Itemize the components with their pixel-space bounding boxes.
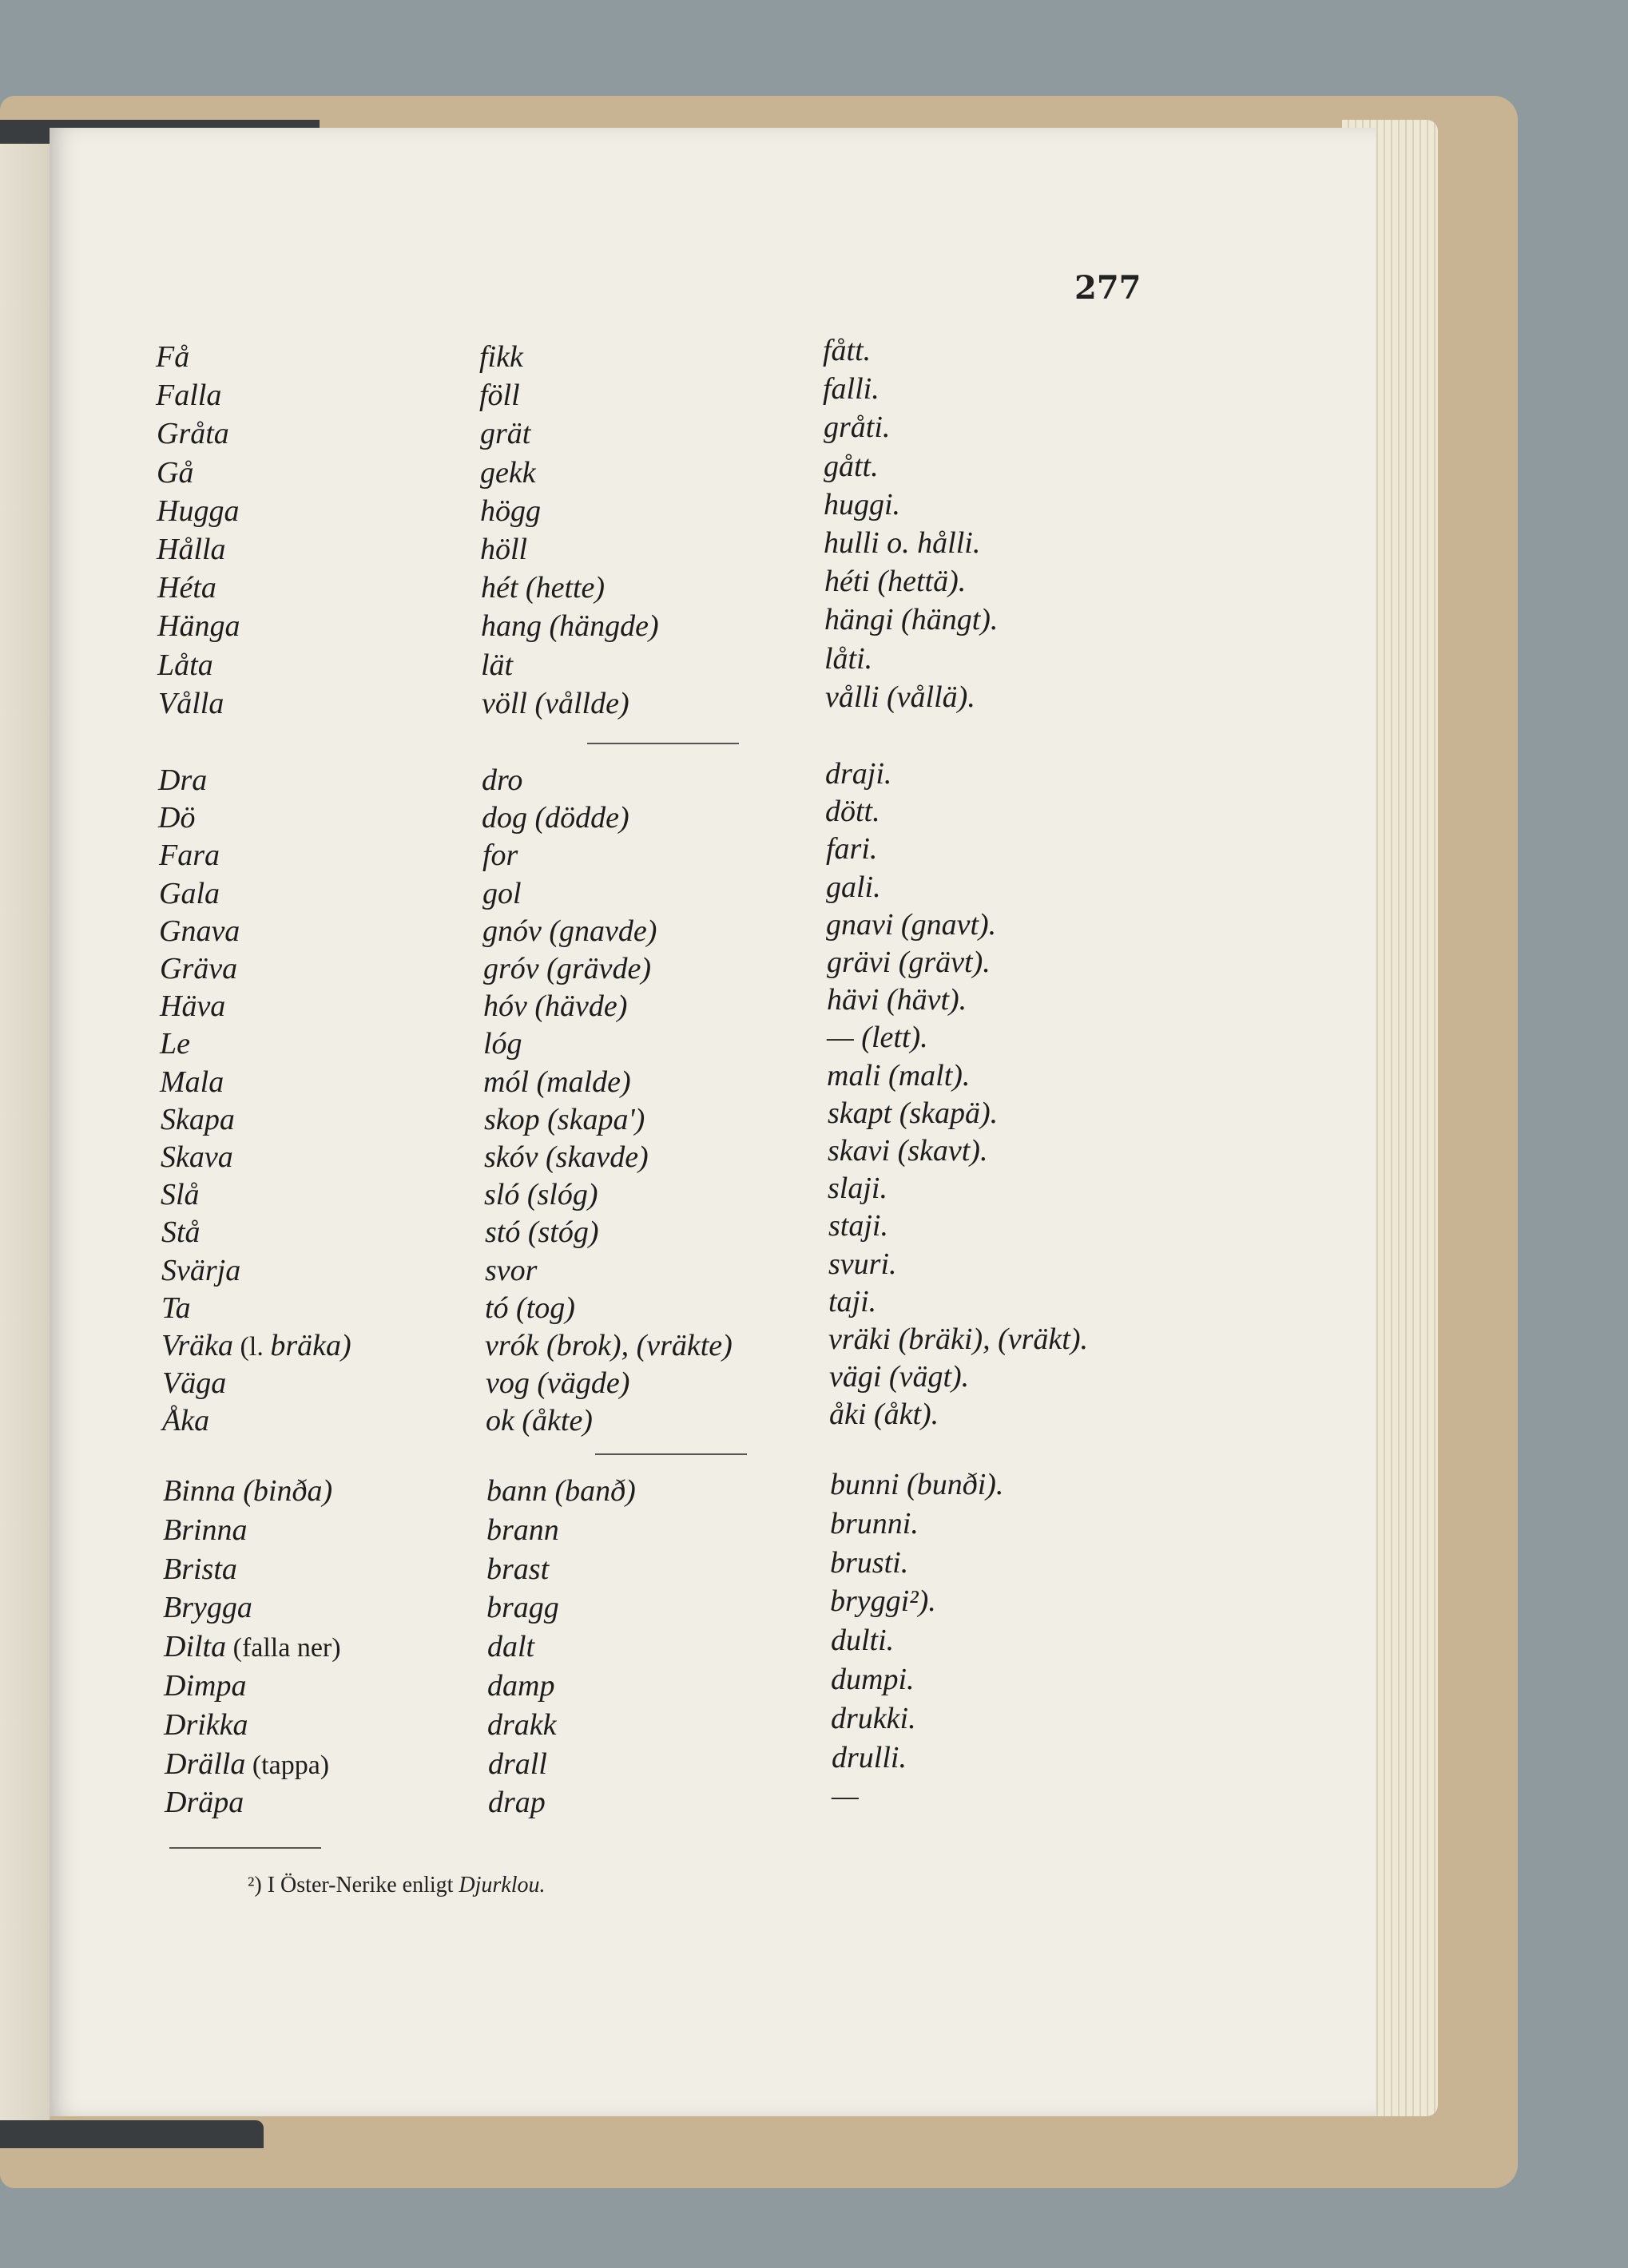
left-page-edge [0, 128, 50, 2124]
verb-supine: bunni (bunði). [830, 1468, 1004, 1501]
verb-preterite: bann (banð) [486, 1474, 636, 1508]
verb-preterite: völl (vållde) [482, 686, 629, 720]
verb-supine: fått. [823, 334, 872, 367]
verb-preterite: skop (skapa') [484, 1102, 645, 1136]
verb-preterite: högg [480, 494, 541, 528]
infinitive-text: Väga [162, 1366, 227, 1401]
infinitive-text: Slå [161, 1178, 200, 1212]
infinitive-text: Hänga [157, 609, 240, 644]
verb-infinitive [161, 1253, 240, 1288]
verb-supine: skavi (skavt). [828, 1134, 988, 1168]
verb-supine: låti. [824, 641, 873, 676]
footnote-text: I Öster-Nerike enligt [261, 1873, 459, 1897]
verb-preterite: drap [488, 1786, 546, 1820]
verb-supine: staji. [828, 1209, 888, 1243]
verb-preterite: vrók (brok), (vräkte) [485, 1329, 733, 1362]
verb-infinitive [165, 1747, 329, 1782]
verb-infinitive [165, 1785, 244, 1820]
verb-preterite: ok (åkte) [486, 1404, 593, 1438]
verb-infinitive [163, 1513, 248, 1548]
verb-infinitive [161, 1215, 201, 1250]
verb-infinitive [163, 1590, 252, 1625]
verb-preterite: bragg [486, 1591, 559, 1625]
verb-supine: dulti. [831, 1624, 895, 1658]
verb-infinitive [157, 532, 226, 567]
verb-supine: drukki. [831, 1701, 916, 1735]
verb-infinitive [163, 1552, 237, 1587]
infinitive-text: Gråta [157, 417, 229, 451]
verb-supine: fari. [826, 832, 878, 866]
verb-supine: åki (åkt). [829, 1398, 939, 1432]
infinitive-text: Åka [162, 1404, 210, 1438]
verb-supine: skapt (skapä). [828, 1096, 999, 1130]
verb-preterite: hóv (hävde) [483, 989, 628, 1024]
verb-preterite: dog (dödde) [482, 801, 629, 835]
verb-supine: slaji. [828, 1172, 887, 1206]
verb-preterite: hang (hängde) [481, 609, 659, 644]
infinitive-text: Le [160, 1027, 190, 1061]
infinitive-text: Fara [159, 839, 220, 873]
verb-infinitive [157, 494, 239, 529]
verb-supine: falli. [823, 372, 880, 406]
infinitive-text: Mala [160, 1065, 224, 1099]
verb-infinitive [157, 609, 240, 644]
infinitive-text: Gala [159, 876, 220, 910]
infinitive-text: Dra [158, 763, 208, 797]
verb-infinitive [161, 1291, 191, 1326]
verb-preterite: svor [485, 1253, 538, 1287]
verb-infinitive [161, 1177, 200, 1212]
infinitive-text: Brygga [163, 1591, 252, 1625]
infinitive-text: Dilta [164, 1630, 227, 1664]
verb-infinitive [158, 800, 195, 835]
verb-supine: drulli. [832, 1740, 907, 1774]
verb-infinitive [160, 1026, 190, 1061]
verb-infinitive [163, 1473, 332, 1509]
spine-bottom [0, 2120, 264, 2148]
book-page [50, 128, 1376, 2116]
verb-infinitive [156, 339, 189, 375]
verb-preterite: fikk [479, 340, 523, 374]
verb-infinitive [162, 1366, 226, 1401]
verb-preterite: skóv (skavde) [484, 1140, 649, 1174]
infinitive-gloss: (tappa) [245, 1750, 330, 1780]
infinitive-text: Brista [163, 1552, 237, 1586]
verb-supine: brunni. [830, 1506, 919, 1540]
footnote-rule [169, 1847, 321, 1849]
verb-preterite: mól (malde) [483, 1065, 631, 1099]
infinitive-text: Vålla [158, 686, 224, 720]
infinitive-text: Skapa [161, 1102, 235, 1136]
infinitive-text: Dräpa [165, 1786, 244, 1820]
verb-preterite: föll [479, 379, 520, 413]
verb-preterite: tó (tog) [485, 1291, 575, 1325]
verb-preterite: grät [480, 417, 531, 451]
infinitive-text: Binna (binða) [163, 1474, 333, 1508]
verb-preterite: drakk [487, 1707, 557, 1742]
verb-supine: svuri. [828, 1247, 897, 1281]
infinitive-text: Gå [157, 455, 194, 490]
infinitive-gloss: (falla ner) [226, 1633, 341, 1663]
infinitive-text: Ta [161, 1291, 191, 1325]
verb-preterite: brast [486, 1552, 550, 1586]
footnote-author: Djurklou. [459, 1873, 546, 1897]
infinitive-text: Hålla [157, 533, 226, 566]
section-divider [595, 1453, 747, 1455]
infinitive-text: Gnava [159, 914, 240, 948]
verb-infinitive [158, 763, 207, 798]
verb-infinitive [157, 648, 213, 683]
verb-infinitive [161, 1102, 235, 1137]
infinitive-text: Få [156, 340, 190, 374]
verb-preterite: vog (vägde) [486, 1366, 630, 1401]
infinitive-text: Skava [161, 1140, 233, 1174]
verb-preterite: for [482, 839, 518, 873]
infinitive-text: Vräka [161, 1329, 234, 1362]
verb-preterite: damp [487, 1669, 555, 1703]
infinitive-text: Brinna [163, 1513, 248, 1547]
verb-supine: hulli o. hålli. [824, 526, 981, 560]
infinitive-text: Häva [160, 989, 226, 1024]
verb-infinitive [160, 989, 225, 1024]
verb-preterite: gróv (grävde) [483, 952, 651, 985]
verb-preterite: höll [480, 533, 528, 566]
infinitive-text: Dimpa [164, 1669, 247, 1703]
verb-infinitive [157, 455, 193, 490]
verb-supine: — (lett). [827, 1021, 928, 1055]
infinitive-text: Gräva [160, 952, 238, 985]
verb-preterite: gol [482, 876, 522, 910]
verb-preterite: sló (slóg) [484, 1178, 598, 1212]
infinitive-text: Drikka [164, 1707, 248, 1742]
infinitive-gloss: (l. [233, 1332, 271, 1362]
verb-supine: huggi. [824, 487, 901, 521]
verb-supine: héti (hettä). [824, 565, 967, 599]
infinitive-text: Hugga [157, 494, 240, 528]
verb-supine: taji. [828, 1284, 877, 1318]
verb-infinitive [159, 876, 220, 911]
infinitive-text: Låta [157, 648, 213, 682]
verb-infinitive [164, 1668, 246, 1703]
verb-supine: gråti. [824, 410, 891, 445]
verb-supine: hävi (hävt). [827, 983, 967, 1017]
verb-supine: gått. [824, 449, 879, 483]
verb-supine: brusti. [830, 1545, 909, 1580]
verb-infinitive [159, 914, 240, 949]
verb-supine: gali. [826, 870, 881, 904]
infinitive-text: Svärja [161, 1253, 241, 1287]
verb-infinitive [160, 1065, 224, 1100]
verb-preterite: brann [486, 1513, 559, 1547]
verb-supine: vräki (bräki), (vräkt). [828, 1322, 1088, 1356]
verb-preterite: gnóv (gnavde) [482, 914, 657, 948]
infinitive-text: Drälla [165, 1747, 246, 1781]
infinitive-text: Dö [158, 801, 196, 835]
verb-infinitive [158, 686, 224, 721]
verb-preterite: lóg [483, 1027, 522, 1061]
verb-preterite: drall [488, 1747, 547, 1781]
verb-supine: dumpi. [831, 1663, 915, 1696]
verb-supine: vålli (vållä). [825, 680, 975, 714]
verb-preterite: lät [481, 648, 514, 682]
verb-infinitive [156, 378, 221, 413]
infinitive-text: Falla [156, 379, 222, 413]
verb-infinitive [164, 1707, 248, 1743]
page-number: 277 [1074, 269, 1142, 307]
verb-infinitive [161, 1140, 233, 1175]
verb-infinitive [164, 1629, 341, 1664]
verb-supine: mali (malt). [827, 1058, 971, 1092]
verb-infinitive [157, 570, 216, 605]
verb-preterite: gekk [480, 455, 536, 490]
verb-supine: grävi (grävt). [827, 946, 991, 979]
verb-supine: vägi (vägt). [829, 1360, 970, 1394]
footnote-marker: ²) [248, 1873, 262, 1897]
verb-preterite: dro [482, 763, 523, 797]
verb-infinitive [162, 1403, 209, 1438]
infinitive-text: Héta [157, 571, 216, 605]
verb-infinitive [159, 838, 220, 873]
verb-infinitive [160, 951, 237, 986]
verb-supine: bryggi²). [830, 1584, 936, 1619]
verb-infinitive [157, 416, 229, 451]
verb-supine: hängi (hängt). [824, 603, 999, 637]
verb-preterite: dalt [487, 1630, 535, 1664]
infinitive-variant: bräka) [270, 1329, 351, 1362]
verb-preterite: hét (hette) [481, 571, 606, 605]
footnote [248, 1873, 546, 1898]
verb-supine: draji. [825, 757, 892, 791]
infinitive-text: Stå [161, 1215, 201, 1250]
verb-preterite: stó (stóg) [485, 1215, 599, 1250]
verb-infinitive [161, 1328, 351, 1363]
verb-supine: — [832, 1779, 859, 1814]
section-divider [587, 743, 739, 744]
verb-supine: gnavi (gnavt). [826, 907, 997, 942]
verb-supine: dött. [825, 795, 880, 829]
